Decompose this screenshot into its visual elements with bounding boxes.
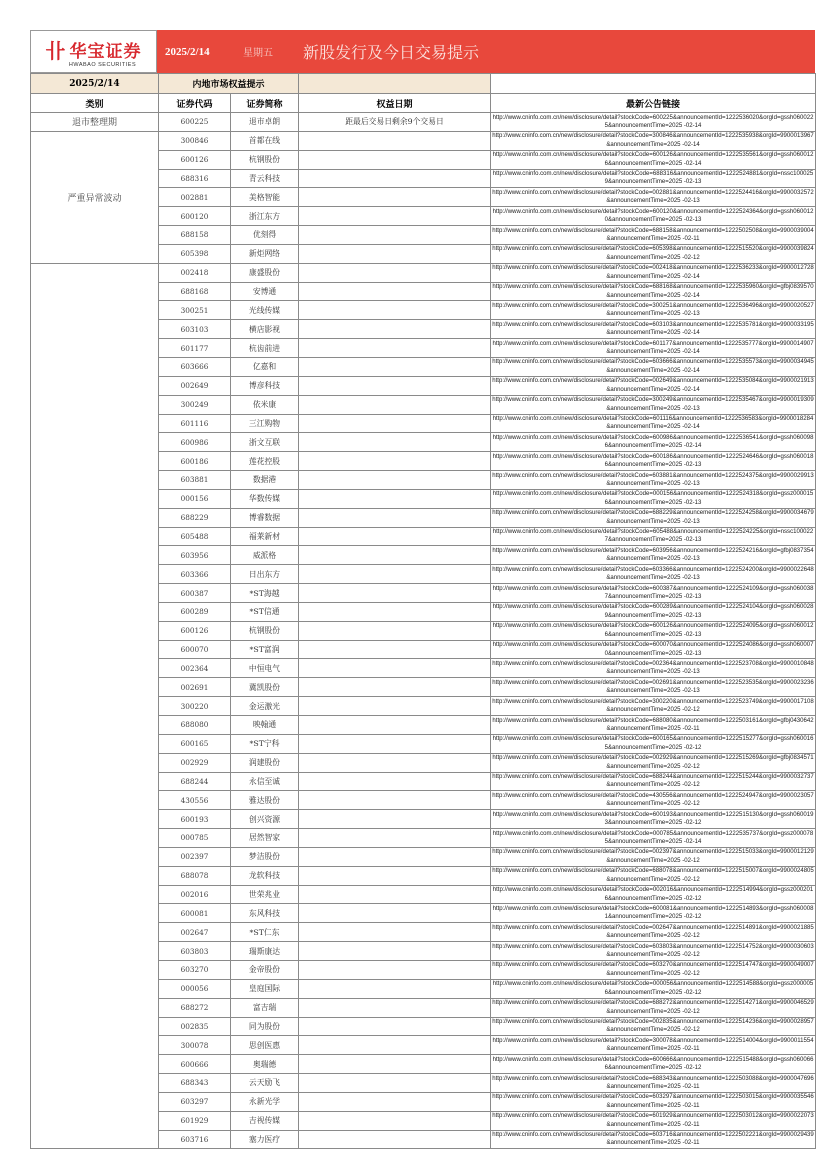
- stock-code: 688272: [159, 998, 231, 1017]
- rights-date: [299, 207, 491, 226]
- announcement-link[interactable]: http://www.cninfo.com.cn/new/disclosure/detail?stockCode=002881&announcementId=1222524416&orgId=9900032572&announcementTime=2025 -02-13: [491, 188, 816, 207]
- stock-name: 数据港: [231, 471, 299, 490]
- stock-name: 龙软科技: [231, 866, 299, 885]
- announcement-link[interactable]: http://www.cninfo.com.cn/new/disclosure/detail?stockCode=002364&announcementId=1222523708&orgId=9900010848&announcementTime=2025 -02-13: [491, 659, 816, 678]
- rights-date: [299, 226, 491, 245]
- stock-code: 002647: [159, 923, 231, 942]
- stock-code: 002397: [159, 847, 231, 866]
- stock-name: 博睿数据: [231, 508, 299, 527]
- stock-code: 002016: [159, 885, 231, 904]
- stock-name: 莲花控股: [231, 452, 299, 471]
- stock-name: 依米康: [231, 395, 299, 414]
- rights-date: [299, 1017, 491, 1036]
- col-name: 证券简称: [231, 94, 299, 113]
- announcement-link[interactable]: http://www.cninfo.com.cn/new/disclosure/detail?stockCode=600225&announcementId=1222536020&orgId=gssh0600225&announcementTime=2025 -02-14: [491, 113, 816, 132]
- stock-code: 603666: [159, 357, 231, 376]
- logo-symbol-icon: 卝: [45, 39, 67, 63]
- stock-code: 601116: [159, 414, 231, 433]
- stock-name: 永信至诚: [231, 772, 299, 791]
- rights-date: [299, 357, 491, 376]
- rights-date: [299, 1111, 491, 1130]
- rights-date: [299, 659, 491, 678]
- stock-code: 600120: [159, 207, 231, 226]
- stock-name: 杭齿前进: [231, 339, 299, 358]
- rights-date: [299, 376, 491, 395]
- announcement-link[interactable]: http://www.cninfo.com.cn/new/disclosure/detail?stockCode=300251&announcementId=1222536496&orgId=9900020527&announcementTime=2025 -02-13: [491, 301, 816, 320]
- col-date: 权益日期: [299, 94, 491, 113]
- stock-code: 600225: [159, 113, 231, 132]
- stock-name: 华数传媒: [231, 489, 299, 508]
- col-category: 类别: [31, 94, 159, 113]
- rights-date: [299, 904, 491, 923]
- rights-date: [299, 866, 491, 885]
- stock-name: 皇庭国际: [231, 979, 299, 998]
- stock-code: 601177: [159, 339, 231, 358]
- rights-date: [299, 923, 491, 942]
- stock-code: 300220: [159, 697, 231, 716]
- stock-code: 600126: [159, 621, 231, 640]
- category-cell: [31, 263, 159, 1149]
- section-blank: [299, 74, 491, 94]
- stock-name: 东风科技: [231, 904, 299, 923]
- section-date: 2025/2/14: [31, 74, 159, 94]
- table-row: [31, 113, 816, 132]
- stock-code: 603103: [159, 320, 231, 339]
- stock-code: 600186: [159, 452, 231, 471]
- stock-code: 600126: [159, 150, 231, 169]
- rights-date: [299, 1092, 491, 1111]
- rights-date: [299, 489, 491, 508]
- stock-name: 创兴资源: [231, 810, 299, 829]
- rights-date: 距最后交易日剩余9个交易日: [299, 113, 491, 132]
- stock-code: 600387: [159, 584, 231, 603]
- announcement-link[interactable]: http://www.cninfo.com.cn/new/disclosure/detail?stockCode=300220&announcementId=1222523749&orgId=9900017108&announcementTime=2025 -02-12: [491, 697, 816, 716]
- stock-name: 中恒电气: [231, 659, 299, 678]
- stock-code: 600986: [159, 433, 231, 452]
- announcement-link[interactable]: http://www.cninfo.com.cn/new/disclosure/detail?stockCode=300846&announcementId=1222535938&orgId=9900013967&announcementTime=2025 -02-14: [491, 131, 816, 150]
- logo-mark: [46, 35, 142, 64]
- rights-date: [299, 697, 491, 716]
- category-cell: 严重异常波动: [31, 131, 159, 263]
- stock-code: 430556: [159, 791, 231, 810]
- stock-name: 冀凯股份: [231, 678, 299, 697]
- rights-date: [299, 301, 491, 320]
- announcement-link[interactable]: http://www.cninfo.com.cn/new/disclosure/detail?stockCode=688343&announcementId=1222503088&orgId=9900047696&announcementTime=2025 -02-11: [491, 1074, 816, 1093]
- stock-code: 601929: [159, 1111, 231, 1130]
- stock-name: 横店影视: [231, 320, 299, 339]
- stock-name: 博彦科技: [231, 376, 299, 395]
- stock-name: *ST海越: [231, 584, 299, 603]
- brand-logo: [30, 30, 157, 73]
- stock-code: 603366: [159, 565, 231, 584]
- stock-name: 世荣兆业: [231, 885, 299, 904]
- stock-code: 603956: [159, 546, 231, 565]
- announcement-link[interactable]: http://www.cninfo.com.cn/new/disclosure/detail?stockCode=600193&announcementId=1222515130&orgId=gssh0600193&announcementTime=2025 -02-12: [491, 810, 816, 829]
- announcement-link[interactable]: http://www.cninfo.com.cn/new/disclosure/detail?stockCode=688158&announcementId=1222502508&orgId=9900039004&announcementTime=2025 -02-11: [491, 226, 816, 245]
- announcement-link[interactable]: http://www.cninfo.com.cn/new/disclosure/detail?stockCode=603270&announcementId=1222514747&orgId=9900049007&announcementTime=2025 -02-12: [491, 960, 816, 979]
- rights-date: [299, 433, 491, 452]
- logo-cn: 华宝证券: [69, 42, 142, 62]
- stock-name: 新炬网络: [231, 244, 299, 263]
- col-link: 最新公告链接: [491, 94, 816, 113]
- stock-name: 美格智能: [231, 188, 299, 207]
- announcement-link[interactable]: http://www.cninfo.com.cn/new/disclosure/detail?stockCode=002418&announcementId=1222536233&orgId=9900012728&announcementTime=2025 -02-14: [491, 263, 816, 282]
- rights-date: [299, 942, 491, 961]
- rights-date: [299, 527, 491, 546]
- announcement-link[interactable]: http://www.cninfo.com.cn/new/disclosure/detail?stockCode=603103&announcementId=1222535781&orgId=9900033195&announcementTime=2025 -02-14: [491, 320, 816, 339]
- stock-code: 688316: [159, 169, 231, 188]
- rights-date: [299, 282, 491, 301]
- stock-name: 光线传媒: [231, 301, 299, 320]
- logo-en: HWABAO SECURITIES: [68, 62, 137, 68]
- rights-date: [299, 753, 491, 772]
- stock-code: 603297: [159, 1092, 231, 1111]
- announcement-link[interactable]: http://www.cninfo.com.cn/new/disclosure/detail?stockCode=603881&announcementId=1222524375&orgId=9900029913&announcementTime=2025 -02-13: [491, 471, 816, 490]
- announcement-link[interactable]: http://www.cninfo.com.cn/new/disclosure/detail?stockCode=603803&announcementId=1222514752&orgId=9900030603&announcementTime=2025 -02-12: [491, 942, 816, 961]
- rights-date: [299, 395, 491, 414]
- stock-code: 300846: [159, 131, 231, 150]
- rights-date: [299, 414, 491, 433]
- rights-date: [299, 188, 491, 207]
- announcement-link[interactable]: http://www.cninfo.com.cn/new/disclosure/detail?stockCode=688272&announcementId=1222514271&orgId=9900046529&announcementTime=2025 -02-12: [491, 998, 816, 1017]
- announcement-link[interactable]: http://www.cninfo.com.cn/new/disclosure/detail?stockCode=601929&announcementId=1222503012&orgId=9900022073&announcementTime=2025 -02-11: [491, 1111, 816, 1130]
- table-row: [31, 263, 816, 282]
- announcement-link[interactable]: http://www.cninfo.com.cn/new/disclosure/detail?stockCode=603956&announcementId=1222524216&orgId=gfbj0837354&announcementTime=2025 -02-13: [491, 546, 816, 565]
- stock-code: 002649: [159, 376, 231, 395]
- stock-name: 浙江东方: [231, 207, 299, 226]
- announcement-link[interactable]: http://www.cninfo.com.cn/new/disclosure/detail?stockCode=688078&announcementId=1222515007&orgId=9900024805&announcementTime=2025 -02-12: [491, 866, 816, 885]
- stock-code: 688158: [159, 226, 231, 245]
- rights-date: [299, 169, 491, 188]
- announcement-link[interactable]: http://www.cninfo.com.cn/new/disclosure/detail?stockCode=300078&announcementId=1222514004&orgId=9900011554&announcementTime=2025 -02-11: [491, 1036, 816, 1055]
- stock-code: 605398: [159, 244, 231, 263]
- report-title: 新股发行及今日交易提示: [303, 43, 480, 62]
- rights-date: [299, 452, 491, 471]
- stock-name: 居然智家: [231, 829, 299, 848]
- stock-code: 688244: [159, 772, 231, 791]
- announcement-link[interactable]: http://www.cninfo.com.cn/new/disclosure/detail?stockCode=603716&announcementId=1222502221&orgId=9900029439&announcementTime=2025 -02-11: [491, 1130, 816, 1149]
- rights-date: [299, 810, 491, 829]
- stock-name: *ST宁科: [231, 734, 299, 753]
- stock-name: 青云科技: [231, 169, 299, 188]
- rights-date: [299, 320, 491, 339]
- stock-code: 688229: [159, 508, 231, 527]
- stock-code: 600666: [159, 1055, 231, 1074]
- rights-date: [299, 998, 491, 1017]
- table-row: [31, 131, 816, 150]
- announcement-link[interactable]: http://www.cninfo.com.cn/new/disclosure/detail?stockCode=002929&announcementId=1222515269&orgId=gfbj0834571&announcementTime=2025 -02-12: [491, 753, 816, 772]
- stock-code: 300078: [159, 1036, 231, 1055]
- rights-date: [299, 602, 491, 621]
- announcement-link[interactable]: http://www.cninfo.com.cn/new/disclosure/detail?stockCode=600666&announcementId=1222515488&orgId=gssh0600666&announcementTime=2025 -02-12: [491, 1055, 816, 1074]
- stock-code: 688078: [159, 866, 231, 885]
- stock-name: 日出东方: [231, 565, 299, 584]
- rights-date: [299, 979, 491, 998]
- announcement-link[interactable]: http://www.cninfo.com.cn/new/disclosure/detail?stockCode=600387&announcementId=1222524109&orgId=gssh0600387&announcementTime=2025 -02-13: [491, 584, 816, 603]
- stock-name: 浙文互联: [231, 433, 299, 452]
- stock-code: 002881: [159, 188, 231, 207]
- stock-name: 金帝股份: [231, 960, 299, 979]
- stock-name: 康盛股份: [231, 263, 299, 282]
- rights-date: [299, 546, 491, 565]
- stock-code: 600070: [159, 640, 231, 659]
- stock-code: 300251: [159, 301, 231, 320]
- report-header: [30, 30, 815, 73]
- stock-name: 润建股份: [231, 753, 299, 772]
- rights-date: [299, 960, 491, 979]
- stock-code: 603803: [159, 942, 231, 961]
- announcement-link[interactable]: http://www.cninfo.com.cn/new/disclosure/detail?stockCode=600986&announcementId=1222536541&orgId=gssh0600986&announcementTime=2025 -02-14: [491, 433, 816, 452]
- rights-date: [299, 565, 491, 584]
- stock-name: 杭钢股份: [231, 621, 299, 640]
- stock-name: 思创医惠: [231, 1036, 299, 1055]
- column-header-row: [31, 94, 816, 113]
- stock-name: 福莱新材: [231, 527, 299, 546]
- rights-date: [299, 1036, 491, 1055]
- stock-name: 三江购物: [231, 414, 299, 433]
- category-cell: 退市整理期: [31, 113, 159, 132]
- rights-date: [299, 584, 491, 603]
- announcement-link[interactable]: http://www.cninfo.com.cn/new/disclosure/detail?stockCode=688316&announcementId=1222524881&orgId=nssc1000259&announcementTime=2025 -02-13: [491, 169, 816, 188]
- rights-date: [299, 1074, 491, 1093]
- announcement-link[interactable]: http://www.cninfo.com.cn/new/disclosure/detail?stockCode=000156&announcementId=1222524318&orgId=gssz0000156&announcementTime=2025 -02-13: [491, 489, 816, 508]
- stock-code: 603716: [159, 1130, 231, 1149]
- announcement-link[interactable]: http://www.cninfo.com.cn/new/disclosure/detail?stockCode=601116&announcementId=1222536583&orgId=9900018284&announcementTime=2025 -02-14: [491, 414, 816, 433]
- section-title: 内地市场权益提示: [159, 74, 299, 94]
- stock-name: 塞力医疗: [231, 1130, 299, 1149]
- stock-name: 吉视传媒: [231, 1111, 299, 1130]
- stock-name: 同为股份: [231, 1017, 299, 1036]
- rights-date: [299, 508, 491, 527]
- announcement-link[interactable]: http://www.cninfo.com.cn/new/disclosure/detail?stockCode=002647&announcementId=1222514891&orgId=9900021885&announcementTime=2025 -02-12: [491, 923, 816, 942]
- section-blank-2: [491, 74, 816, 94]
- stock-code: 002364: [159, 659, 231, 678]
- rights-date: [299, 244, 491, 263]
- announcement-link[interactable]: http://www.cninfo.com.cn/new/disclosure/detail?stockCode=002649&announcementId=1222535084&orgId=9900021913&announcementTime=2025 -02-14: [491, 376, 816, 395]
- rights-date: [299, 150, 491, 169]
- stock-name: 优刻得: [231, 226, 299, 245]
- announcement-link[interactable]: http://www.cninfo.com.cn/new/disclosure/detail?stockCode=601177&announcementId=1222535777&orgId=9900014907&announcementTime=2025 -02-14: [491, 339, 816, 358]
- sheet: [30, 30, 815, 1149]
- rights-date: [299, 339, 491, 358]
- stock-name: 雅达股份: [231, 791, 299, 810]
- section-row: [31, 74, 816, 94]
- col-code: 证券代码: [159, 94, 231, 113]
- stock-name: 永新光学: [231, 1092, 299, 1111]
- stock-name: 映翰通: [231, 716, 299, 735]
- stock-name: 安博通: [231, 282, 299, 301]
- rights-date: [299, 263, 491, 282]
- announcement-link[interactable]: http://www.cninfo.com.cn/new/disclosure/detail?stockCode=430556&announcementId=1222524947&orgId=9900023057&announcementTime=2025 -02-12: [491, 791, 816, 810]
- rights-date: [299, 131, 491, 150]
- announcement-link[interactable]: http://www.cninfo.com.cn/new/disclosure/detail?stockCode=600126&announcementId=1222535561&orgId=gssh0600126&announcementTime=2025 -02-14: [491, 150, 816, 169]
- announcement-link[interactable]: http://www.cninfo.com.cn/new/disclosure/detail?stockCode=600081&announcementId=1222514893&orgId=gssh0600081&announcementTime=2025 -02-12: [491, 904, 816, 923]
- stock-code: 300249: [159, 395, 231, 414]
- announcement-link[interactable]: http://www.cninfo.com.cn/new/disclosure/detail?stockCode=688080&announcementId=1222503161&orgId=gfbj0430642&announcementTime=2025 -02-11: [491, 716, 816, 735]
- stock-name: *ST信通: [231, 602, 299, 621]
- stock-code: 002691: [159, 678, 231, 697]
- announcement-link[interactable]: http://www.cninfo.com.cn/new/disclosure/detail?stockCode=600289&announcementId=1222524104&orgId=gssh0600289&announcementTime=2025 -02-13: [491, 602, 816, 621]
- announcement-link[interactable]: http://www.cninfo.com.cn/new/disclosure/detail?stockCode=600126&announcementId=1222524095&orgId=gssh0600126&announcementTime=2025 -02-13: [491, 621, 816, 640]
- stock-code: 000056: [159, 979, 231, 998]
- stock-code: 002835: [159, 1017, 231, 1036]
- report-weekday: 星期五: [243, 48, 273, 59]
- report-date: 2025/2/14: [165, 45, 210, 58]
- announcement-link[interactable]: http://www.cninfo.com.cn/new/disclosure/detail?stockCode=603297&announcementId=1222503015&orgId=9900035546&announcementTime=2025 -02-11: [491, 1092, 816, 1111]
- announcement-link[interactable]: http://www.cninfo.com.cn/new/disclosure/detail?stockCode=603666&announcementId=1222535573&orgId=9900034945&announcementTime=2025 -02-14: [491, 357, 816, 376]
- stock-code: 600081: [159, 904, 231, 923]
- stock-code: 688343: [159, 1074, 231, 1093]
- rights-date: [299, 1055, 491, 1074]
- stock-name: *ST仁东: [231, 923, 299, 942]
- stock-name: 梦洁股份: [231, 847, 299, 866]
- announcement-link[interactable]: http://www.cninfo.com.cn/new/disclosure/detail?stockCode=000785&announcementId=1222535737&orgId=gssz0000785&announcementTime=2025 -02-14: [491, 829, 816, 848]
- announcement-link[interactable]: http://www.cninfo.com.cn/new/disclosure/detail?stockCode=002397&announcementId=1222515033&orgId=9900012129&announcementTime=2025 -02-12: [491, 847, 816, 866]
- rights-table: [30, 73, 816, 1149]
- stock-code: 688168: [159, 282, 231, 301]
- announcement-link[interactable]: http://www.cninfo.com.cn/new/disclosure/detail?stockCode=603366&announcementId=1222524200&orgId=9900022648&announcementTime=2025 -02-13: [491, 565, 816, 584]
- stock-code: 603270: [159, 960, 231, 979]
- announcement-link[interactable]: http://www.cninfo.com.cn/new/disclosure/detail?stockCode=688229&announcementId=1222524258&orgId=9900034679&announcementTime=2025 -02-13: [491, 508, 816, 527]
- stock-name: *ST富润: [231, 640, 299, 659]
- announcement-link[interactable]: http://www.cninfo.com.cn/new/disclosure/detail?stockCode=600120&announcementId=1222524364&orgId=gssh0600120&announcementTime=2025 -02-13: [491, 207, 816, 226]
- announcement-link[interactable]: http://www.cninfo.com.cn/new/disclosure/detail?stockCode=000056&announcementId=1222514588&orgId=gssz0000056&announcementTime=2025 -02-12: [491, 979, 816, 998]
- rights-date: [299, 678, 491, 697]
- stock-name: 瑞斯康达: [231, 942, 299, 961]
- stock-name: 金运激光: [231, 697, 299, 716]
- stock-code: 600165: [159, 734, 231, 753]
- announcement-link[interactable]: http://www.cninfo.com.cn/new/disclosure/detail?stockCode=688168&announcementId=1222535960&orgId=gfbj0839570&announcementTime=2025 -02-14: [491, 282, 816, 301]
- announcement-link[interactable]: http://www.cninfo.com.cn/new/disclosure/detail?stockCode=605398&announcementId=1222515520&orgId=9900039824&announcementTime=2025 -02-12: [491, 244, 816, 263]
- stock-name: 亿嘉和: [231, 357, 299, 376]
- stock-code: 002418: [159, 263, 231, 282]
- stock-code: 000785: [159, 829, 231, 848]
- stock-code: 605488: [159, 527, 231, 546]
- stock-name: 威派格: [231, 546, 299, 565]
- announcement-link[interactable]: http://www.cninfo.com.cn/new/disclosure/detail?stockCode=600186&announcementId=1222524646&orgId=gssh0600186&announcementTime=2025 -02-13: [491, 452, 816, 471]
- title-bar: [157, 30, 815, 73]
- stock-code: 603881: [159, 471, 231, 490]
- announcement-link[interactable]: http://www.cninfo.com.cn/new/disclosure/detail?stockCode=688244&announcementId=1222515244&orgId=9900032737&announcementTime=2025 -02-12: [491, 772, 816, 791]
- announcement-link[interactable]: http://www.cninfo.com.cn/new/disclosure/detail?stockCode=002691&announcementId=1222523535&orgId=9900023236&announcementTime=2025 -02-13: [491, 678, 816, 697]
- stock-name: 奥瑞德: [231, 1055, 299, 1074]
- stock-name: 首都在线: [231, 131, 299, 150]
- rights-date: [299, 885, 491, 904]
- rights-date: [299, 847, 491, 866]
- stock-name: 云天励飞: [231, 1074, 299, 1093]
- announcement-link[interactable]: http://www.cninfo.com.cn/new/disclosure/detail?stockCode=605488&announcementId=1222524225&orgId=nssc1000227&announcementTime=2025 -02-13: [491, 527, 816, 546]
- announcement-link[interactable]: http://www.cninfo.com.cn/new/disclosure/detail?stockCode=002016&announcementId=1222514994&orgId=gssz0002016&announcementTime=2025 -02-12: [491, 885, 816, 904]
- rights-date: [299, 791, 491, 810]
- rights-date: [299, 640, 491, 659]
- announcement-link[interactable]: http://www.cninfo.com.cn/new/disclosure/detail?stockCode=600165&announcementId=1222515277&orgId=gssh0600165&announcementTime=2025 -02-12: [491, 734, 816, 753]
- rights-date: [299, 829, 491, 848]
- stock-name: 杭钢股份: [231, 150, 299, 169]
- rights-date: [299, 471, 491, 490]
- announcement-link[interactable]: http://www.cninfo.com.cn/new/disclosure/detail?stockCode=600070&announcementId=1222524086&orgId=gssh0600070&announcementTime=2025 -02-13: [491, 640, 816, 659]
- stock-code: 600193: [159, 810, 231, 829]
- stock-code: 600289: [159, 602, 231, 621]
- stock-name: 富吉瑞: [231, 998, 299, 1017]
- rights-date: [299, 716, 491, 735]
- rights-date: [299, 734, 491, 753]
- announcement-link[interactable]: http://www.cninfo.com.cn/new/disclosure/detail?stockCode=002835&announcementId=1222514236&orgId=9900028957&announcementTime=2025 -02-12: [491, 1017, 816, 1036]
- stock-code: 002929: [159, 753, 231, 772]
- rights-date: [299, 621, 491, 640]
- announcement-link[interactable]: http://www.cninfo.com.cn/new/disclosure/detail?stockCode=300249&announcementId=1222535467&orgId=9900019309&announcementTime=2025 -02-13: [491, 395, 816, 414]
- stock-code: 000156: [159, 489, 231, 508]
- stock-code: 688080: [159, 716, 231, 735]
- stock-name: 退市卓朗: [231, 113, 299, 132]
- rights-date: [299, 772, 491, 791]
- rights-date: [299, 1130, 491, 1149]
